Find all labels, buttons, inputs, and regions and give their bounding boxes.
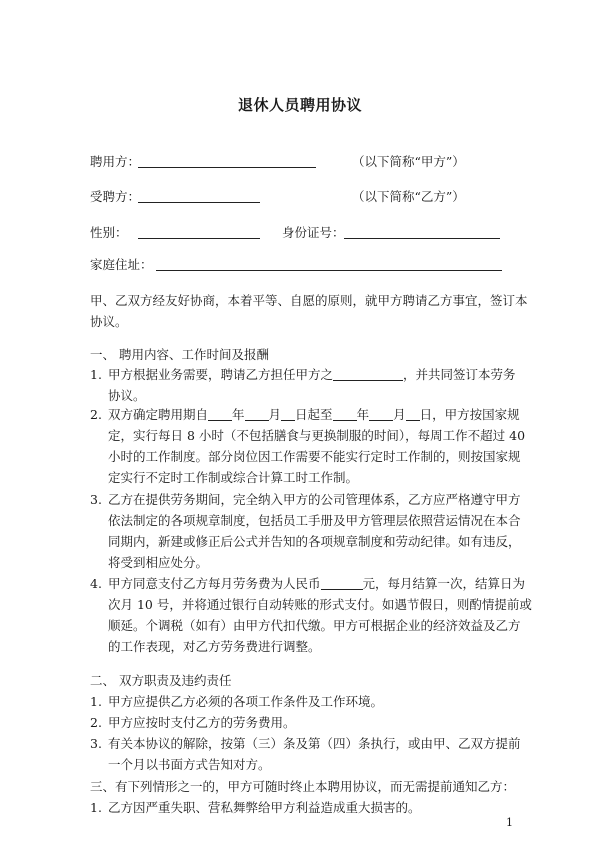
s1-item-3-line-3: 同期内，新建或修正后公式并告知的各项规章制度和劳动纪律。如有违反， bbox=[108, 534, 521, 549]
s1-item-3-line-2: 依法制定的各项规章制度，包括员工手册及甲方管理层依照营运情况在本合 bbox=[108, 513, 521, 528]
s1-item-4-line-2: 次月 10 号，并将通过银行自动转账的形式支付。如遇节假日，则酌情提前或 bbox=[108, 597, 532, 612]
s1-item-2-num: 2. bbox=[90, 407, 102, 422]
section-1-heading: 一、 聘用内容、工作时间及报酬 bbox=[90, 347, 269, 362]
s1-item-1-line-2: 协议。 bbox=[108, 388, 146, 403]
id-blank[interactable] bbox=[344, 238, 500, 239]
party-a-blank[interactable] bbox=[138, 167, 316, 168]
s1-item-3-line-4: 将受到相应处分。 bbox=[108, 555, 209, 570]
address-blank[interactable] bbox=[156, 270, 502, 271]
s2-item-2-line-1: 甲方应按时支付乙方的劳务费用。 bbox=[108, 715, 296, 730]
end-month-blank[interactable] bbox=[369, 407, 393, 421]
party-b-abbr: （以下简称“乙方”） bbox=[352, 189, 465, 204]
party-b-blank[interactable] bbox=[138, 202, 260, 203]
s2-item-3-num: 3. bbox=[90, 736, 102, 751]
gender-blank[interactable] bbox=[138, 238, 260, 239]
s1-item-4-line-4: 的工作表现，对乙方劳务费进行调整。 bbox=[108, 639, 321, 654]
end-day-blank[interactable] bbox=[406, 407, 420, 421]
intro-line-1: 甲、乙双方经友好协商，本着平等、自愿的原则，就甲方聘请乙方事宜，签订本 bbox=[90, 293, 528, 308]
section-3-heading: 三、有下列情形之一的，甲方可随时终止本聘用协议，而无需提前通知乙方： bbox=[90, 779, 516, 794]
s1-item-3-num: 3. bbox=[90, 492, 102, 507]
position-blank[interactable] bbox=[333, 367, 403, 381]
s1-item-4-line-1: 甲方同意支付乙方每月劳务费为人民币 元，每月结算一次，结算日为 bbox=[108, 576, 526, 591]
party-a-abbr: （以下简称“甲方”） bbox=[352, 154, 465, 169]
s1-item-1-num: 1. bbox=[90, 367, 102, 382]
s3-item-1-num: 1. bbox=[90, 800, 102, 815]
s2-item-1-num: 1. bbox=[90, 694, 102, 709]
s1-item-2-line-4: 定实行不定时工作制或综合计算工时工作制。 bbox=[108, 470, 359, 485]
s1-item-2-line-3: 小时的工作制度。部分岗位因工作需要不能实行定时工作制的，则按国家规 bbox=[108, 449, 521, 464]
section-2-heading: 二、 双方职责及违约责任 bbox=[90, 673, 232, 688]
party-a-label: 聘用方： bbox=[90, 154, 141, 169]
s1-item-2-line-1: 双方确定聘用期自 年 月 日起至 年 月 日，甲方按国家规 bbox=[108, 407, 520, 422]
s1-item-2-line-2: 定，实行每日 8 小时（不包括膳食与更换制服的时间），每周工作不超过 40 bbox=[108, 428, 526, 443]
start-year-blank[interactable] bbox=[208, 407, 232, 421]
s2-item-2-num: 2. bbox=[90, 715, 102, 730]
address-label: 家庭住址： bbox=[90, 257, 153, 272]
intro-line-2: 协议。 bbox=[90, 314, 128, 329]
start-day-blank[interactable] bbox=[281, 407, 295, 421]
party-b-label: 受聘方： bbox=[90, 189, 141, 204]
s2-item-3-line-2: 一个月以书面方式告知对方。 bbox=[108, 757, 271, 772]
s1-item-1-line-1: 甲方根据业务需要，聘请乙方担任甲方之 ，并共同签订本劳务 bbox=[108, 367, 516, 382]
s1-item-4-line-3: 顺延。个调税（如有）由甲方代扣代缴。甲方可根据企业的经济效益及乙方 bbox=[108, 618, 521, 633]
page-number: 1 bbox=[506, 816, 513, 829]
s1-item-3-line-1: 乙方在提供劳务期间，完全纳入甲方的公司管理体系，乙方应严格遵守甲方 bbox=[108, 492, 521, 507]
s2-item-3-line-1: 有关本协议的解除，按第（三）条及第（四）条执行，或由甲、乙双方提前 bbox=[108, 736, 521, 751]
s3-item-1-line-1: 乙方因严重失职、营私舞弊给甲方利益造成重大损害的。 bbox=[108, 800, 421, 815]
start-month-blank[interactable] bbox=[245, 407, 269, 421]
page-title: 退休人员聘用协议 bbox=[237, 96, 362, 114]
id-label: 身份证号： bbox=[282, 225, 345, 240]
fee-amount-blank[interactable] bbox=[321, 576, 363, 590]
s2-item-1-line-1: 甲方应提供乙方必须的各项工作条件及工作环境。 bbox=[108, 694, 384, 709]
s1-item-4-num: 4. bbox=[90, 576, 102, 591]
end-year-blank[interactable] bbox=[333, 407, 357, 421]
gender-label: 性别： bbox=[90, 225, 128, 240]
